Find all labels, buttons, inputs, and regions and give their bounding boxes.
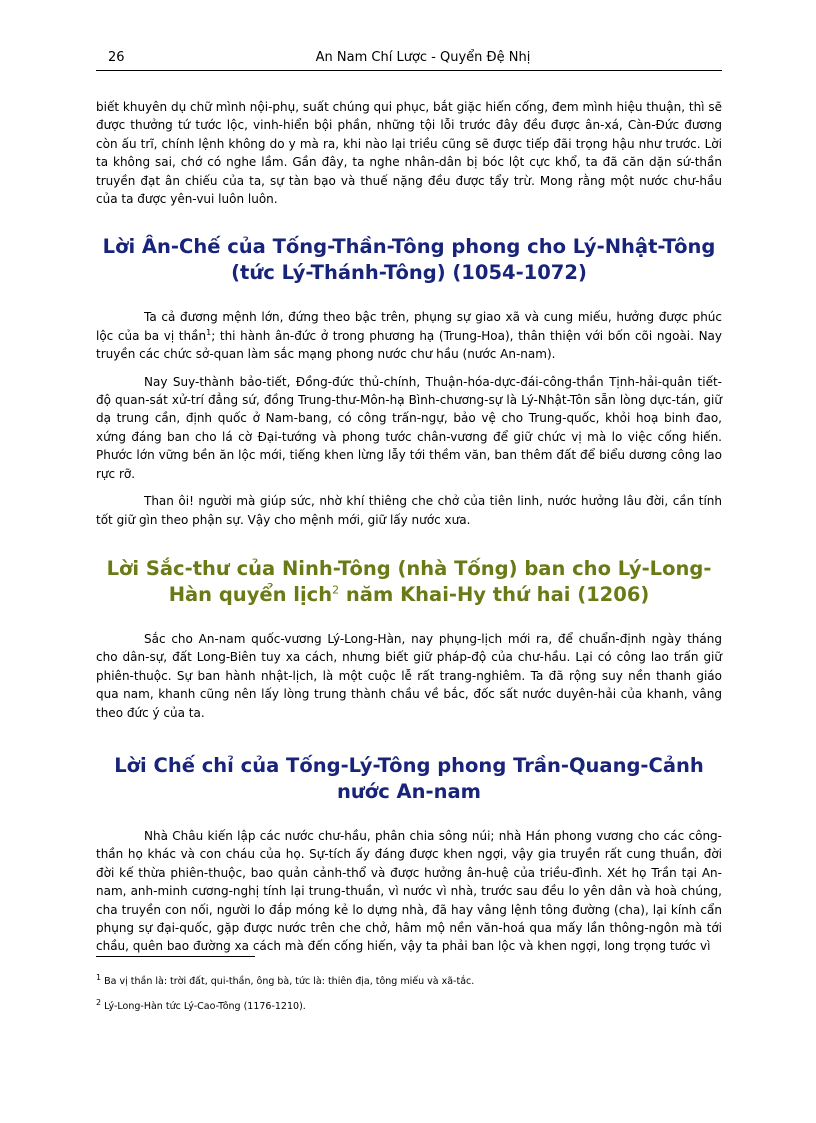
section1-paragraph-1: Ta cả đương mệnh lớn, đứng theo bậc trên, phụng sự giao xã và cung miếu, hưởng được phúc lộc của ba vị thần$^1$; thi hành ân-đức ở trong phương hạ (Trung-Hoa), thân thiện với bốn cõi ngoài. Nay truyền các chức sở-quan làm sắc mạng phong nước chư hầu (nước An-nam).	[96, 310, 723, 362]
section-heading-sac-thu: Lời Sắc-thư của Ninh-Tông (nhà Tống) ban cho Lý-Long-Hàn quyển lịch$^2$ năm Khai-Hy thứ hai (1206)	[106, 556, 712, 606]
footnote-separator	[96, 956, 255, 957]
footnotes	[96, 972, 722, 1025]
section-heading-che-chi: Lời Chế chỉ của Tống-Lý-Tông phong Trần-Quang-Cảnh nước An-nam	[114, 753, 704, 803]
header-rule	[96, 70, 722, 71]
running-title: An Nam Chí Lược - Quyển Đệ Nhị	[315, 50, 531, 65]
footnote-mark-2: 2	[96, 997, 102, 1007]
footnote-1: $^1$ Ba vị thần là: trời đất, qui-thần, ông bà, tức là: thiên địa, tông miếu và xã-tắc.	[96, 972, 475, 987]
intro-paragraph: biết khuyên dụ chữ mình nội-phụ, suất chúng qui phục, bắt giặc hiến cống, đem mình hiệu thuận, thì sẽ được thưởng tứ tước lộc, vinh-hiển bội phần, những tội lỗi trước đây đều được ân-xá, Càn-Đức đương còn ấu trĩ, chính lệnh không do y mà ra, khi nào lại triều cũng sẽ được tiếp đãi trọng hậu như trước. Lời ta không sai, chớ có nghe lầm. Gần đây, ta nghe nhân-dân bị bóc lột cực khổ, ta đã căn dặn sứ-thần truyền đạt ân chiếu của ta, sự tàn bạo và thuế nặng đều được tẩy trừ. Mong rằng một nước chư-hầu của ta được yên-vui luôn luôn.	[96, 100, 722, 207]
section1-paragraph-3: Than ôi! người mà giúp sức, nhờ khí thiêng che chở của tiên linh, nước hưởng lâu đời, cần tính tốt giữ gìn theo phận sự. Vậy cho mệnh mới, giữ lấy nước xưa.	[96, 494, 722, 527]
page-header	[96, 50, 720, 70]
footnote-mark-1: 1	[96, 972, 102, 982]
section2-paragraph-1: Sắc cho An-nam quốc-vương Lý-Long-Hàn, nay phụng-lịch mới ra, để chuẩn-định ngày tháng cho dân-sự, đất Long-Biên tuy xa cách, nhưng biết giữ pháp-độ của chư-hầu. Lại có công lao trấn giữ phiên-thuộc. Sự ban hành nhật-lịch, là một cuộc lễ rất trang-nghiêm. Ta đã rộng suy nền thanh giáo qua nam, khanh cũng nên lấy lòng trung thành chầu về bắc, đốc sất nước duyên-hải của khanh, vâng theo đức ý của ta.	[96, 631, 722, 720]
page-number: 26	[108, 50, 125, 65]
section3-paragraph-1: Nhà Châu kiến lập các nước chư-hầu, phân chia sông núi; nhà Hán phong vương cho các công-thần họ khác và con cháu của họ. Sự-tích ấy đáng được khen ngợi, vậy gia truyền rất cung thuần, đời đời kế thừa phiên-thuộc, bao quản cảnh-thổ và được hưởng ân-huệ của triều-đình. Xét họ Trần tại An-nam, anh-minh cương-nghị tính lại trung-thuần, vì nước vì nhà, trước sau đều lo yên dân và hoà chúng, cha truyền con nối, người lo đắp móng kẻ lo dựng nhà, đã hay vâng lệnh tông đường (cha), lại kính cẩn phụng sự đại-quốc, gặp được nước trên che chở, hâm mộ nền văn-hoá qua mấy lần thông-ngôn mà tới chầu, quên bao đường xa cách mà đến cống hiến, vậy ta phải ban lộc và khen ngợi, long trọng tước vì	[96, 828, 722, 954]
footnote-2: $^2$ Lý-Long-Hàn tức Lý-Cao-Tông (1176-1210).	[96, 997, 306, 1012]
section-heading-an-che: Lời Ân-Chế của Tống-Thần-Tông phong cho Lý-Nhật-Tông (tức Lý-Thánh-Tông) (1054-1072)	[102, 235, 716, 285]
section1-paragraph-2: Nay Suy-thành bảo-tiết, Đồng-đức thủ-chính, Thuận-hóa-dực-đái-công-thần Tịnh-hải-quân tiết-độ quan-sát xử-trí đẳng sứ, đồng Trung-thư-Môn-hạ Bình-chương-sự là Lý-Nhật-Tôn sẵn lòng dực-tán, giữ dạ trung cần, định quốc ở Nam-bang, có công trấn-ngự, bảo vệ cho Trung-quốc, khỏi hoạ binh đao, xứng đáng ban cho lá cờ Đại-tướng và phong tước chân-vương để giữ chức vị mà lo việc cống hiến. Phước lớn vững bền ăn lộc mới, tiếng khen lừng lẫy tới thềm văn, ban thêm đất để biểu dương công lao rực rỡ.	[96, 374, 722, 481]
page-content	[96, 98, 722, 956]
footnote-ref-2[interactable]: 2	[332, 583, 340, 597]
footnote-ref-1[interactable]: 1	[206, 327, 212, 337]
